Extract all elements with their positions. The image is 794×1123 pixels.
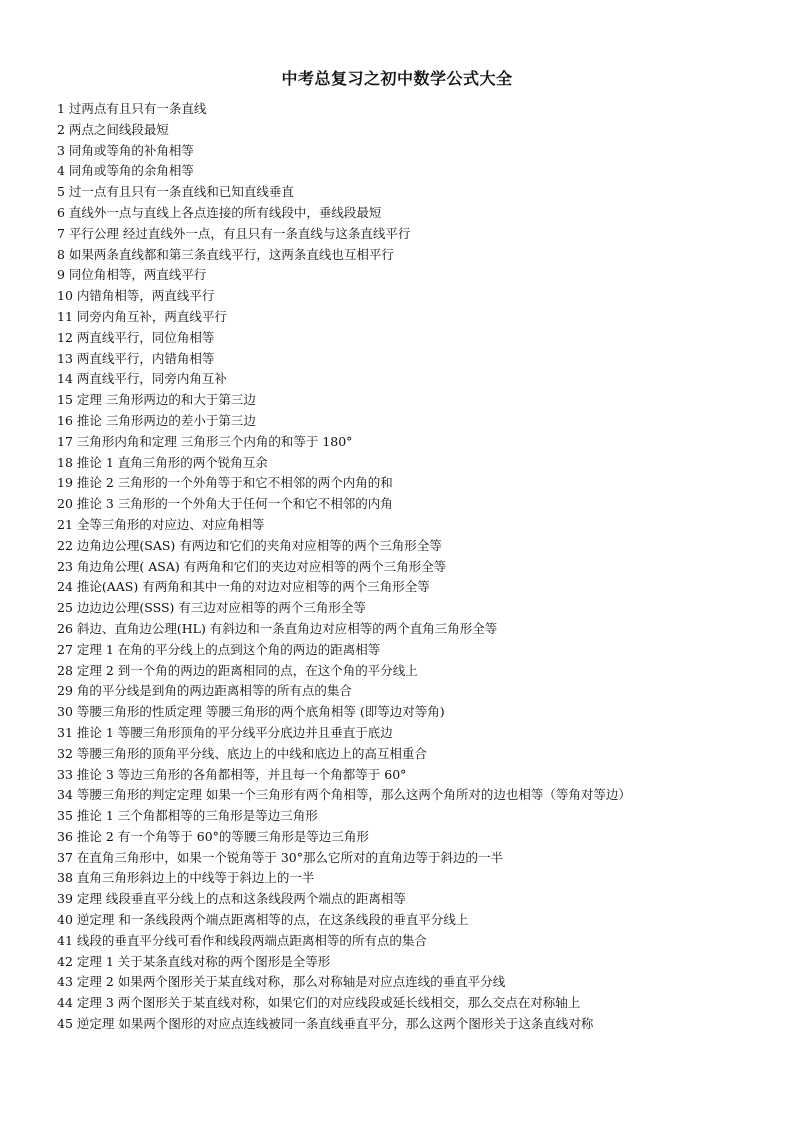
- formula-line: 39 定理 线段垂直平分线上的点和这条线段两个端点的距离相等: [57, 891, 406, 907]
- formula-line: 30 等腰三角形的性质定理 等腰三角形的两个底角相等 (即等边对等角): [57, 704, 445, 720]
- formula-line: 12 两直线平行，同位角相等: [57, 329, 215, 345]
- formula-line: 40 逆定理 和一条线段两个端点距离相等的点，在这条线段的垂直平分线上: [57, 912, 469, 928]
- formula-line: 27 定理 1 在角的平分线上的点到这个角的两边的距离相等: [57, 641, 381, 657]
- formula-line: 23 角边角公理( ASA) 有两角和它们的夹边对应相等的两个三角形全等: [57, 558, 447, 574]
- formula-line: 25 边边边公理(SSS) 有三边对应相等的两个三角形全等: [57, 600, 366, 616]
- formula-line: 36 推论 2 有一个角等于 60°的等腰三角形是等边三角形: [57, 828, 369, 844]
- formula-line: 9 同位角相等，两直线平行: [57, 267, 207, 283]
- formula-line: 19 推论 2 三角形的一个外角等于和它不相邻的两个内角的和: [57, 475, 393, 491]
- formula-line: 32 等腰三角形的顶角平分线、底边上的中线和底边上的高互相重合: [57, 745, 427, 761]
- formula-line: 41 线段的垂直平分线可看作和线段两端点距离相等的所有点的集合: [57, 932, 427, 948]
- formula-line: 16 推论 三角形两边的差小于第三边: [57, 412, 256, 428]
- formula-line: 20 推论 3 三角形的一个外角大于任何一个和它不相邻的内角: [57, 496, 393, 512]
- formula-line: 44 定理 3 两个图形关于某直线对称，如果它们的对应线段或延长线相交，那么交点在对称轴上: [57, 995, 581, 1011]
- formula-line: 24 推论(AAS) 有两角和其中一角的对边对应相等的两个三角形全等: [57, 579, 430, 595]
- formula-line: 13 两直线平行，内错角相等: [57, 350, 215, 366]
- formula-line: 6 直线外一点与直线上各点连接的所有线段中，垂线段最短: [57, 204, 382, 220]
- formula-line: 37 在直角三角形中，如果一个锐角等于 30°那么它所对的直角边等于斜边的一半: [57, 849, 504, 865]
- formula-line: 4 同角或等角的余角相等: [57, 163, 194, 179]
- formula-line: 14 两直线平行，同旁内角互补: [57, 371, 227, 387]
- formula-line: 26 斜边、直角边公理(HL) 有斜边和一条直角边对应相等的两个直角三角形全等: [57, 620, 498, 636]
- formula-line: 21 全等三角形的对应边、对应角相等: [57, 516, 265, 532]
- formula-line: 11 同旁内角互补，两直线平行: [57, 308, 227, 324]
- formula-list: [57, 99, 777, 1035]
- formula-line: 17 三角形内角和定理 三角形三个内角的和等于 180°: [57, 433, 353, 449]
- formula-line: 29 角的平分线是到角的两边距离相等的所有点的集合: [57, 683, 352, 699]
- formula-line: 5 过一点有且只有一条直线和已知直线垂直: [57, 184, 294, 200]
- formula-line: 22 边角边公理(SAS) 有两边和它们的夹角对应相等的两个三角形全等: [57, 537, 442, 553]
- formula-line: 3 同角或等角的补角相等: [57, 142, 194, 158]
- formula-line: 15 定理 三角形两边的和大于第三边: [57, 392, 256, 408]
- formula-line: 28 定理 2 到一个角的两边的距离相同的点，在这个角的平分线上: [57, 662, 418, 678]
- formula-line: 31 推论 1 等腰三角形顶角的平分线平分底边并且垂直于底边: [57, 724, 393, 740]
- formula-line: 2 两点之间线段最短: [57, 121, 169, 137]
- formula-line: 1 过两点有且只有一条直线: [57, 101, 207, 116]
- formula-line: 43 定理 2 如果两个图形关于某直线对称，那么对称轴是对应点连线的垂直平分线: [57, 974, 506, 990]
- formula-line: 10 内错角相等，两直线平行: [57, 288, 215, 304]
- formula-line: 7 平行公理 经过直线外一点，有且只有一条直线与这条直线平行: [57, 225, 411, 241]
- formula-line: 35 推论 1 三个角都相等的三角形是等边三角形: [57, 808, 318, 824]
- formula-line: 8 如果两条直线都和第三条直线平行，这两条直线也互相平行: [57, 246, 394, 262]
- formula-line: 34 等腰三角形的判定定理 如果一个三角形有两个角相等，那么这两个角所对的边也相等（等角对等边）: [57, 787, 631, 803]
- formula-line: 42 定理 1 关于某条直线对称的两个图形是全等形: [57, 953, 331, 969]
- formula-line: 38 直角三角形斜边上的中线等于斜边上的一半: [57, 870, 315, 886]
- formula-line: 45 逆定理 如果两个图形的对应点连线被同一条直线垂直平分，那么这两个图形关于这条直线对称: [57, 1016, 594, 1032]
- formula-line: 18 推论 1 直角三角形的两个锐角互余: [57, 454, 268, 470]
- formula-line: 33 推论 3 等边三角形的各角都相等，并且每一个角都等于 60°: [57, 766, 407, 782]
- document-title: 中考总复习之初中数学公式大全: [281, 69, 513, 88]
